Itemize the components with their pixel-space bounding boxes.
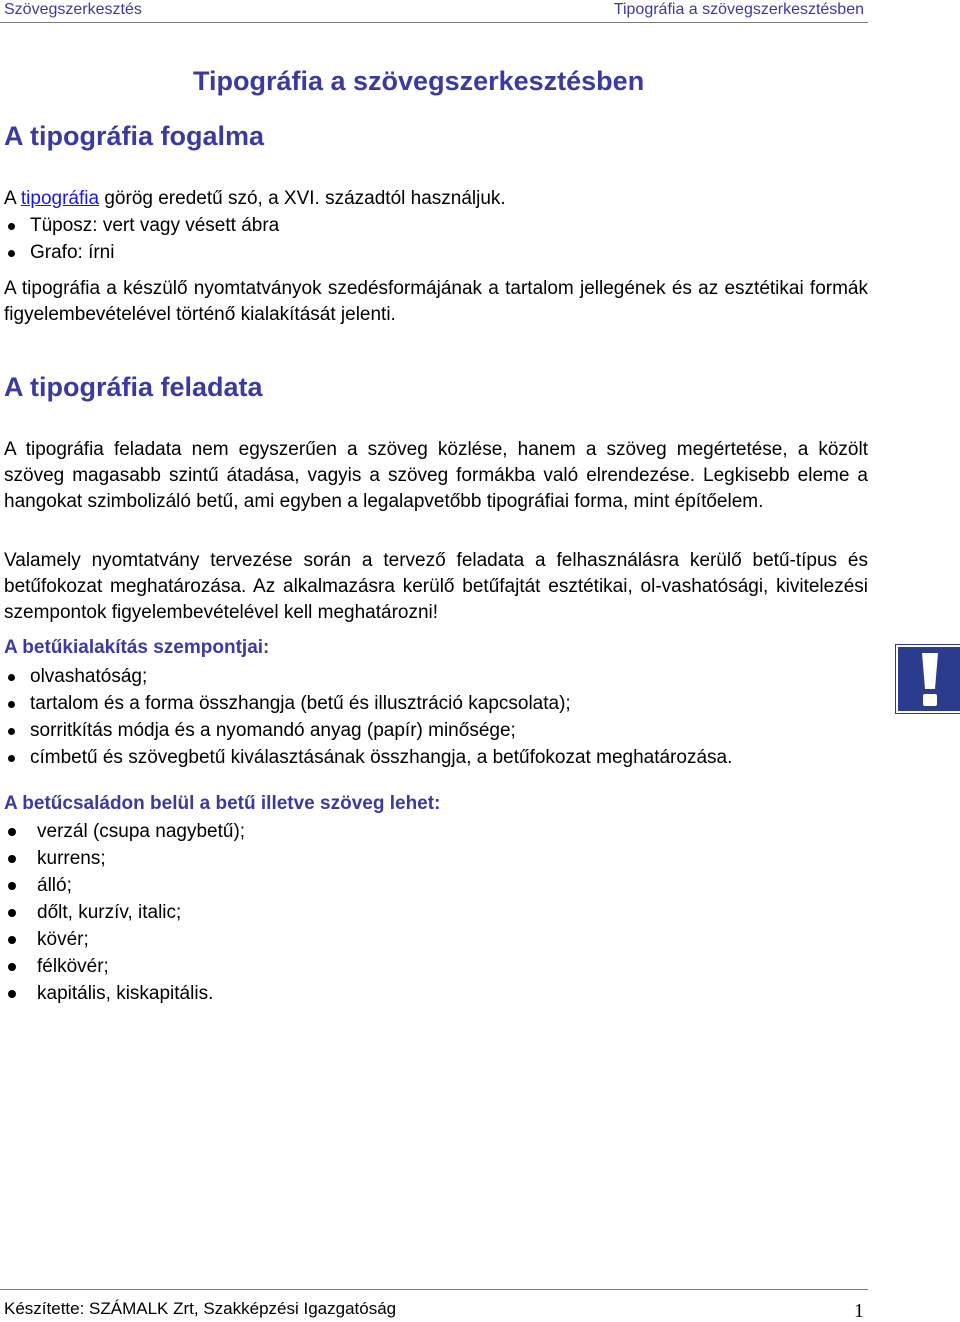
intro-paragraph xyxy=(4,186,868,212)
subheading-betucsalad: A betűcsaládon belül a betű illetve szöveg lehet: xyxy=(4,793,441,814)
list-item-text: kövér; xyxy=(37,929,89,950)
design-paragraph: Valamely nyomtatvány tervezése során a tervező feladata a felhasználásra kerülő betű-típus és betűfokozat meghatározása. Az alkalmazásra kerülő betűfajtát esztétikai, ol-vashatósági, kivitelezési szempontok figyelembevételével kell meghatározni! xyxy=(4,550,868,623)
list-item xyxy=(4,690,732,717)
list-item xyxy=(4,663,732,690)
list-item xyxy=(4,744,732,771)
footer-divider xyxy=(0,1289,868,1290)
task-paragraph: A tipográfia feladata nem egyszerűen a szöveg közlése, hanem a szöveg megértetése, a közölt szöveg magasabb szintű átadása, vagyis a szöveg formákba való elrendezése. Legkisebb eleme a hangokat szimbolizáló betű, ami egyben a legalapvetőbb tipográfiai forma, mint építőelem. xyxy=(4,439,868,512)
list-item xyxy=(4,899,245,926)
page-header xyxy=(0,0,960,22)
document-title: Tipográfia a szövegszerkesztésben xyxy=(193,66,645,96)
page-number: 1 xyxy=(854,1300,864,1322)
list-item-text: Grafo: írni xyxy=(30,242,115,263)
list-item-text: kapitális, kiskapitális. xyxy=(37,983,214,1004)
list-item-text: olvashatóság; xyxy=(30,666,148,687)
header-divider xyxy=(0,22,868,23)
bullet-icon xyxy=(8,755,15,762)
list-item-text: félkövér; xyxy=(37,956,109,977)
section-heading-feladata: A tipográfia feladata xyxy=(4,372,263,402)
list-item xyxy=(4,818,245,845)
intro-text-after: görög eredetű szó, a XVI. századtól használjuk. xyxy=(99,188,506,209)
list-item xyxy=(4,239,279,266)
list-item-text: sorritkítás módja és a nyomandó anyag (papír) minősége; xyxy=(30,720,516,741)
tipografia-link[interactable]: tipográfia xyxy=(20,188,100,209)
bullet-icon xyxy=(8,223,15,230)
list-item xyxy=(4,717,732,744)
list-item xyxy=(4,953,245,980)
list-item xyxy=(4,980,245,1007)
criteria-list xyxy=(4,663,732,771)
intro-text-before: A xyxy=(4,188,21,209)
bullet-icon xyxy=(8,909,16,917)
list-item-text: tartalom és a forma összhangja (betű és illusztráció kapcsolata); xyxy=(30,693,571,714)
bullet-icon xyxy=(8,882,16,890)
bullet-icon xyxy=(8,936,16,944)
bullet-icon xyxy=(8,674,15,681)
bullet-icon xyxy=(8,728,15,735)
list-item-text: verzál (csupa nagybetű); xyxy=(37,821,246,842)
exclamation-icon xyxy=(896,645,960,713)
bullet-icon xyxy=(8,963,16,971)
list-item-text: címbetű és szövegbetű kiválasztásának összhangja, a betűfokozat meghatározása. xyxy=(30,747,733,768)
bullet-icon xyxy=(8,990,16,998)
list-item-text: álló; xyxy=(37,875,72,896)
list-item-text: dőlt, kurzív, italic; xyxy=(37,902,182,923)
header-right-text: Tipográfia a szövegszerkesztésben xyxy=(613,1,864,18)
bullet-icon xyxy=(8,701,15,708)
subheading-betukialakitas: A betűkialakítás szempontjai: xyxy=(4,637,270,658)
footer-author: Készítette: SZÁMALK Zrt, Szakképzési Igazgatóság xyxy=(4,1299,397,1318)
list-item xyxy=(4,845,245,872)
letter-styles-list xyxy=(4,818,245,1007)
bullet-icon xyxy=(8,250,15,257)
bullet-icon xyxy=(8,828,16,836)
section-heading-fogalma: A tipográfia fogalma xyxy=(4,121,265,151)
list-item xyxy=(4,872,245,899)
header-left-text: Szövegszerkesztés xyxy=(4,1,142,18)
etymology-list xyxy=(4,212,279,266)
definition-paragraph: A tipográfia a készülő nyomtatványok szedésformájának a tartalom jellegének és az esztétikai formák figyelembevételével történő kialakítását jelenti. xyxy=(4,278,868,325)
exclamation-mark-icon xyxy=(918,651,942,707)
list-item xyxy=(4,926,245,953)
bullet-icon xyxy=(8,855,16,863)
list-item xyxy=(4,212,279,239)
list-item-text: Tüposz: vert vagy vésett ábra xyxy=(30,215,280,236)
list-item-text: kurrens; xyxy=(37,848,106,869)
